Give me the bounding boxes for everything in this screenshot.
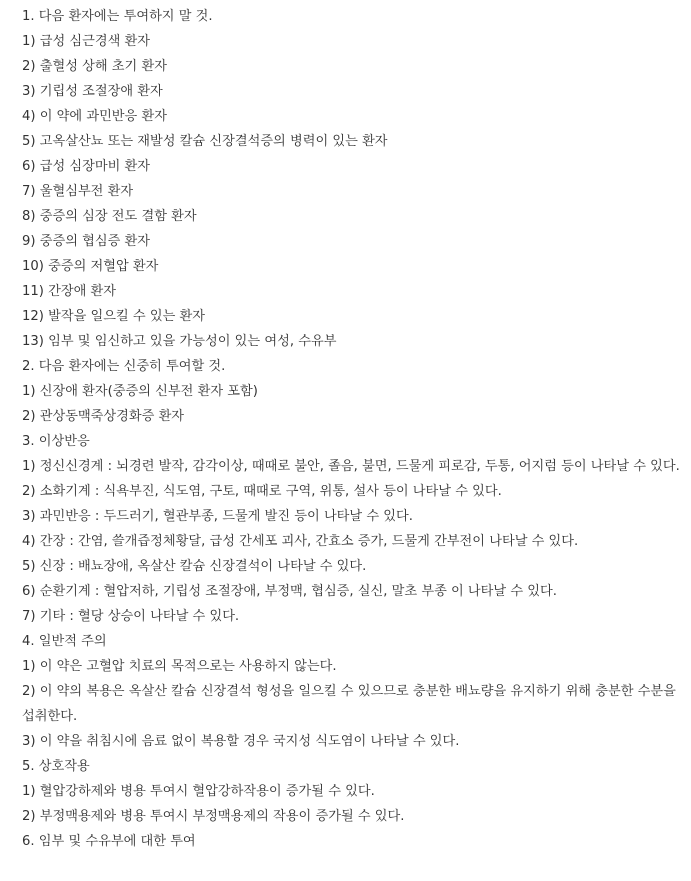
list-item: 5) 고옥살산뇨 또는 재발성 칼슘 신장결석증의 병력이 있는 환자	[22, 134, 388, 149]
list-item: 11) 간장애 환자	[22, 284, 117, 299]
list-item: 1) 혈압강하제와 병용 투여시 혈압강하작용이 증가될 수 있다.	[22, 784, 375, 799]
list-item: 10) 중증의 저혈압 환자	[22, 259, 159, 274]
list-item: 1) 정신신경계 : 뇌경련 발작, 감각이상, 때때로 불안, 졸음, 불면, 드물게 피로감, 두통, 어지럼 등이 나타날 수 있다.	[22, 459, 680, 474]
section-heading: 2. 다음 환자에는 신중히 투여할 것.	[22, 359, 226, 374]
list-item: 3) 기립성 조절장애 환자	[22, 84, 163, 99]
list-item: 6) 순환기계 : 혈압저하, 기립성 조절장애, 부정맥, 협심증, 실신, 말초 부종 이 나타날 수 있다.	[22, 584, 557, 599]
section-heading: 5. 상호작용	[22, 759, 90, 774]
list-item: 4) 간장 : 간염, 쓸개즙정체황달, 급성 간세포 괴사, 간효소 증가, 드물게 간부전이 나타날 수 있다.	[22, 534, 579, 549]
list-item: 12) 발작을 일으킬 수 있는 환자	[22, 309, 206, 324]
list-item: 7) 기타 : 혈당 상승이 나타날 수 있다.	[22, 609, 240, 624]
section-heading: 4. 일반적 주의	[22, 634, 107, 649]
list-item: 1) 이 약은 고혈압 치료의 목적으로는 사용하지 않는다.	[22, 659, 337, 674]
list-item: 8) 중증의 심장 전도 결함 환자	[22, 209, 197, 224]
section-heading: 1. 다음 환자에는 투여하지 말 것.	[22, 9, 213, 24]
section-heading: 6. 임부 및 수유부에 대한 투여	[22, 834, 196, 849]
list-item: 2) 부정맥용제와 병용 투여시 부정맥용제의 작용이 증가될 수 있다.	[22, 809, 405, 824]
list-item: 1) 급성 심근경색 환자	[22, 34, 151, 49]
list-item: 2) 이 약의 복용은 옥살산 칼슘 신장결석 형성을 일으킬 수 있으므로 충분한 배뇨량을 유지하기 위해 충분한 수분을 섭취한다.	[22, 684, 676, 724]
list-item: 13) 임부 및 임신하고 있을 가능성이 있는 여성, 수유부	[22, 334, 337, 349]
list-item: 3) 과민반응 : 두드러기, 혈관부종, 드물게 발진 등이 나타날 수 있다.	[22, 509, 413, 524]
list-item: 5) 신장 : 배뇨장애, 옥살산 칼슘 신장결석이 나타날 수 있다.	[22, 559, 367, 574]
section-heading: 3. 이상반응	[22, 434, 90, 449]
list-item: 4) 이 약에 과민반응 환자	[22, 109, 167, 124]
list-item: 9) 중증의 협심증 환자	[22, 234, 151, 249]
list-item: 6) 급성 심장마비 환자	[22, 159, 151, 174]
list-item: 2) 소화기계 : 식욕부진, 식도염, 구토, 때때로 구역, 위통, 설사 등이 나타날 수 있다.	[22, 484, 502, 499]
list-item: 7) 울혈심부전 환자	[22, 184, 134, 199]
list-item: 2) 출혈성 상해 초기 환자	[22, 59, 167, 74]
list-item: 2) 관상동맥죽상경화증 환자	[22, 409, 185, 424]
list-item: 1) 신장애 환자(중증의 신부전 환자 포함)	[22, 384, 258, 399]
list-item: 3) 이 약을 취침시에 음료 없이 복용할 경우 국지성 식도염이 나타날 수 있다.	[22, 734, 460, 749]
